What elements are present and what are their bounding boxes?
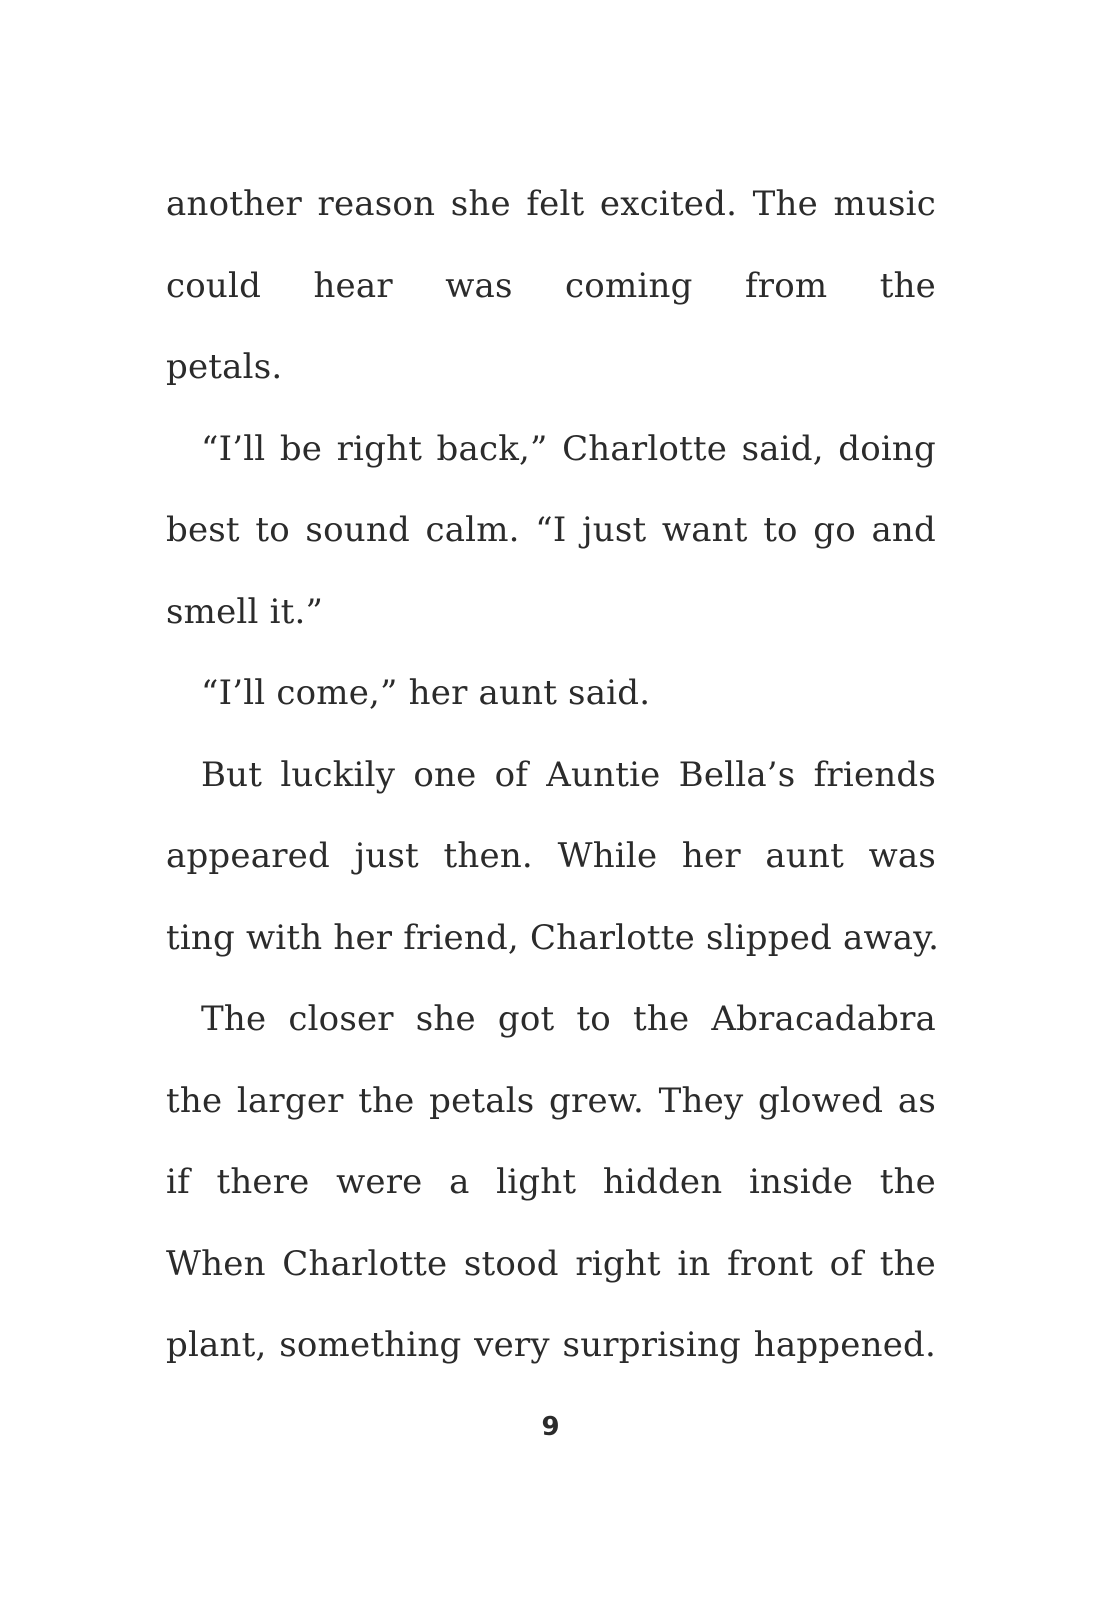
text-line: But luckily one of Auntie Bella’s friends	[201, 754, 936, 795]
text-line: “I’ll be right back,” Charlotte said, doing	[201, 428, 936, 469]
text-line: petals.	[166, 347, 283, 387]
text-line: appeared just then. While her aunt was	[166, 836, 936, 876]
text-line: ting with her friend, Charlotte slipped away.	[166, 917, 940, 958]
text-line: The closer she got to the Abracadabra	[201, 999, 936, 1039]
body-text	[166, 164, 940, 1387]
text-line: could hear was coming from the	[166, 265, 936, 306]
page-number: 9	[541, 1412, 560, 1442]
text-line: smell it.”	[166, 591, 324, 632]
text-line: best to sound calm. “I just want to go and	[166, 510, 936, 550]
text-line: if there were a light hidden inside the	[166, 1162, 936, 1202]
text-line: When Charlotte stood right in front of the	[166, 1243, 936, 1284]
text-line: another reason she felt excited. The music	[166, 184, 936, 224]
text-line: “I’ll come,” her aunt said.	[201, 673, 651, 713]
text-line: the larger the petals grew. They glowed as	[166, 1080, 936, 1121]
text-line: plant, something very surprising happened.	[166, 1325, 936, 1365]
